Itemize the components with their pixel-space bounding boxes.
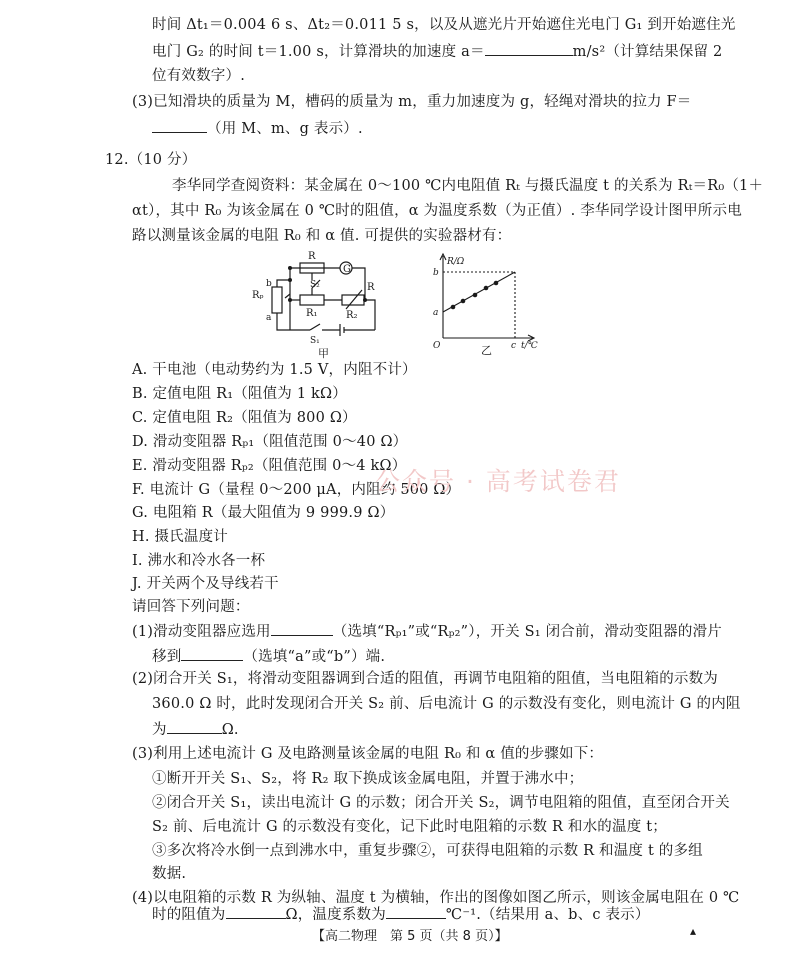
text-line: [132, 621, 722, 642]
text-line: [152, 41, 722, 62]
graph-r-t: [425, 250, 555, 360]
text-line: S₂ 前、后电流计 G 的示数没有变化，记下此时电阻箱的示数 R 和水的温度 t；: [152, 819, 667, 835]
answer-blank: [485, 41, 573, 56]
text-line: ②闭合开关 S₁，读出电流计 G 的示数；闭合开关 S₂，调节电阻箱的阻值，直至闭合开关: [152, 795, 730, 811]
text-line: 位有效数字）.: [152, 68, 246, 84]
question-number: 12.（10 分）: [105, 152, 197, 168]
text-line: ③多次将冷水倒一点到沸水中，重复步骤②，可获得电阻箱的示数 R 和温度 t 的多组: [152, 843, 703, 859]
text-line: αt），其中 R₀ 为该金属在 0 ℃时的阻值，α 为温度系数（为正值）. 李华同学设计图甲所示电: [132, 203, 742, 219]
rheostat-label: Rₚ: [252, 290, 264, 301]
answer-blank: [167, 719, 222, 734]
text-line: 路以测量该金属的电阻 R₀ 和 α 值. 可提供的实验器材有：: [132, 228, 512, 244]
resistor-label-r: R: [308, 251, 316, 262]
answer-blank: [386, 904, 446, 919]
graph-b-label: b: [433, 268, 439, 278]
watermark: 公众号 · 高考试卷君: [375, 467, 621, 496]
option-e: E. 滑动变阻器 Rₚ₂（阻值范围 0～4 kΩ）: [132, 458, 407, 474]
text-fragment: 移到: [152, 649, 182, 665]
answer-blank: [271, 621, 333, 636]
option-i: I. 沸水和冷水各一杯: [132, 553, 266, 569]
text-fragment: ℃⁻¹.（结果用 a、b、c 表示）: [445, 907, 650, 923]
resistor-box-label: R: [367, 282, 375, 293]
text-fragment: 为: [152, 722, 167, 738]
figure-caption-jia: 甲: [318, 347, 329, 360]
graph-y-axis-label: R/Ω: [447, 257, 465, 267]
answer-blank: [181, 646, 243, 661]
switch-label-s1: S₁: [310, 336, 320, 346]
graph-origin-label: O: [433, 341, 441, 351]
text-fragment: 时的阻值为: [152, 907, 226, 923]
text-line: (3)利用上述电流计 G 及电路测量该金属的电阻 R₀ 和 α 值的步骤如下：: [132, 746, 604, 762]
page-footer: 【高二物理 第 5 页（共 8 页）】: [312, 929, 508, 944]
switch-label-s2: S₂: [310, 280, 320, 290]
text-fragment: （选填“Rₚ₁”或“Rₚ₂”），开关 S₁ 闭合前，滑动变阻器的滑片: [332, 624, 722, 640]
text-line: [152, 118, 363, 139]
option-f: F. 电流计 G（量程 0～200 μA，内阻约 500 Ω）: [132, 482, 461, 498]
text-fragment: （选填“a”或“b”）端.: [243, 649, 386, 665]
text-line: [152, 904, 650, 925]
text-line: (2)闭合开关 S₁，将滑动变阻器调到合适的阻值，再调节电阻箱的阻值，当电阻箱的示数为: [132, 671, 718, 687]
prompt-text: 请回答下列问题：: [132, 599, 250, 615]
text-line: (4)以电阻箱的示数 R 为纵轴、温度 t 为横轴，作出的图像如图乙所示，则该金属电阻在 0 ℃: [132, 890, 740, 906]
graph-x-axis-label: t/℃: [521, 341, 538, 351]
terminal-b-label: b: [266, 279, 272, 289]
option-b: B. 定值电阻 R₁（阻值为 1 kΩ）: [132, 386, 347, 402]
text-line: 数据.: [152, 866, 187, 882]
text-line: 时间 Δt₁＝0.004 6 s、Δt₂＝0.011 5 s，以及从遮光片开始遮住光电门 G₁ 到开始遮住光: [152, 17, 736, 33]
text-line: 360.0 Ω 时，此时发现闭合开关 S₂ 前、后电流计 G 的示数没有变化，则电流计 G 的内阻: [152, 696, 741, 712]
figure-caption-yi: 乙: [481, 344, 492, 357]
text-fragment: Ω.: [221, 722, 239, 738]
text-line: ①断开开关 S₁、S₂，将 R₂ 取下换成该金属电阻，并置于沸水中；: [152, 771, 584, 787]
text-fragment: m/s²（计算结果保留 2: [572, 44, 723, 60]
text-fragment: 电门 G₂ 的时间 t＝1.00 s，计算滑块的加速度 a＝: [152, 44, 485, 60]
resistor-label-r2: R₂: [346, 310, 358, 321]
option-h: H. 摄氏温度计: [132, 529, 228, 545]
text-line: (3)已知滑块的质量为 M，槽码的质量为 m，重力加速度为 g，轻绳对滑块的拉力 F＝: [132, 94, 692, 110]
galvanometer-label: G: [343, 264, 351, 275]
graph-a-label: a: [433, 308, 439, 318]
terminal-a-label: a: [266, 313, 272, 323]
option-d: D. 滑动变阻器 Rₚ₁（阻值范围 0～40 Ω）: [132, 434, 408, 450]
corner-mark: ▴: [690, 924, 697, 938]
resistor-label-r1: R₁: [306, 308, 318, 319]
text-fragment: （用 M、m、g 表示）.: [207, 121, 363, 137]
circuit-diagram: [250, 240, 410, 360]
answer-blank: [226, 904, 286, 919]
text-line: [152, 719, 239, 740]
text-fragment: Ω，温度系数为: [285, 907, 386, 923]
option-g: G. 电阻箱 R（最大阻值为 9 999.9 Ω）: [132, 505, 395, 521]
graph-c-label: c: [511, 341, 517, 351]
text-line: 李华同学查阅资料：某金属在 0～100 ℃内电阻值 Rₜ 与摄氏温度 t 的关系为 Rₜ＝R₀（1＋: [172, 178, 764, 194]
option-c: C. 定值电阻 R₂（阻值为 800 Ω）: [132, 410, 357, 426]
option-a: A. 干电池（电动势约为 1.5 V，内阻不计）: [132, 362, 417, 378]
answer-blank: [152, 118, 207, 133]
option-j: J. 开关两个及导线若干: [132, 576, 279, 592]
text-line: [152, 646, 385, 667]
text-fragment: (1)滑动变阻器应选用: [132, 624, 271, 640]
